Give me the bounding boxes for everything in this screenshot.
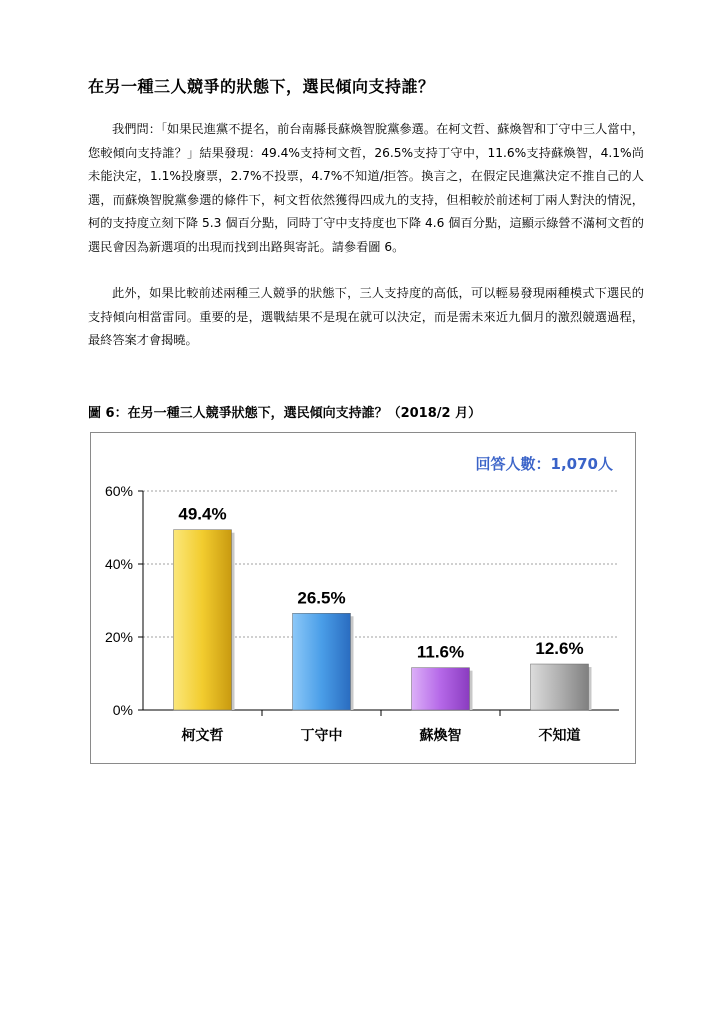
category-label: 不知道	[538, 728, 581, 744]
bar-chart	[91, 433, 635, 763]
y-tick-label: 60%	[104, 483, 133, 499]
respondents-count: 回答人數：1,070人	[475, 455, 613, 473]
category-label: 丁守中	[300, 728, 343, 744]
chart-frame	[90, 432, 636, 764]
data-label: 12.6%	[535, 639, 584, 659]
section-heading: 在另一種三人競爭的狀態下，選民傾向支持誰？	[88, 77, 435, 96]
category-label: 蘇煥智	[419, 728, 462, 744]
bar-3	[412, 668, 470, 710]
bar-4	[531, 664, 589, 710]
bar-1	[174, 530, 232, 710]
y-tick-label: 20%	[104, 629, 133, 645]
bar-2	[293, 613, 351, 710]
category-label: 柯文哲	[181, 728, 224, 744]
data-label: 11.6%	[416, 642, 465, 662]
paragraph-1: 我們問：「如果民進黨不提名，前台南縣長蘇煥智脫黨參選。在柯文哲、蘇煥智和丁守中三人當中，您較傾向支持誰？」結果發現：49.4%支持柯文哲，26.5%支持丁守中，11.6%支持蘇煥智，4.1%尚未能決定，1.1%投廢票，2.7%不投票，4.7%不知道/拒答。換言之，在假定民進黨決定不推自己的人選，而蘇煥智脫黨參選的條件下，柯文哲依然獲得四成九的支持，但相較於前述柯丁兩人對決的情況，柯的支持度立刻下降 5.3 個百分點，同時丁守中支持度也下降 4.6 個百分點，這顯示綠營不滿柯文哲的選民會因為新選項的出現而找到出路與寄託。請參看圖 6。	[88, 122, 644, 254]
data-label: 49.4%	[178, 504, 227, 524]
y-tick-label: 0%	[112, 702, 133, 718]
y-tick-label: 40%	[104, 556, 133, 572]
figure-caption: 圖 6：在另一種三人競爭狀態下，選民傾向支持誰？（2018/2 月）	[88, 406, 482, 421]
data-label: 26.5%	[297, 588, 346, 608]
paragraph-2: 此外，如果比較前述兩種三人競爭的狀態下，三人支持度的高低，可以輕易發現兩種模式下選民的支持傾向相當雷同。重要的是，選戰結果不是現在就可以決定，而是需未來近九個月的激烈競選過程，最終答案才會揭曉。	[88, 286, 644, 347]
